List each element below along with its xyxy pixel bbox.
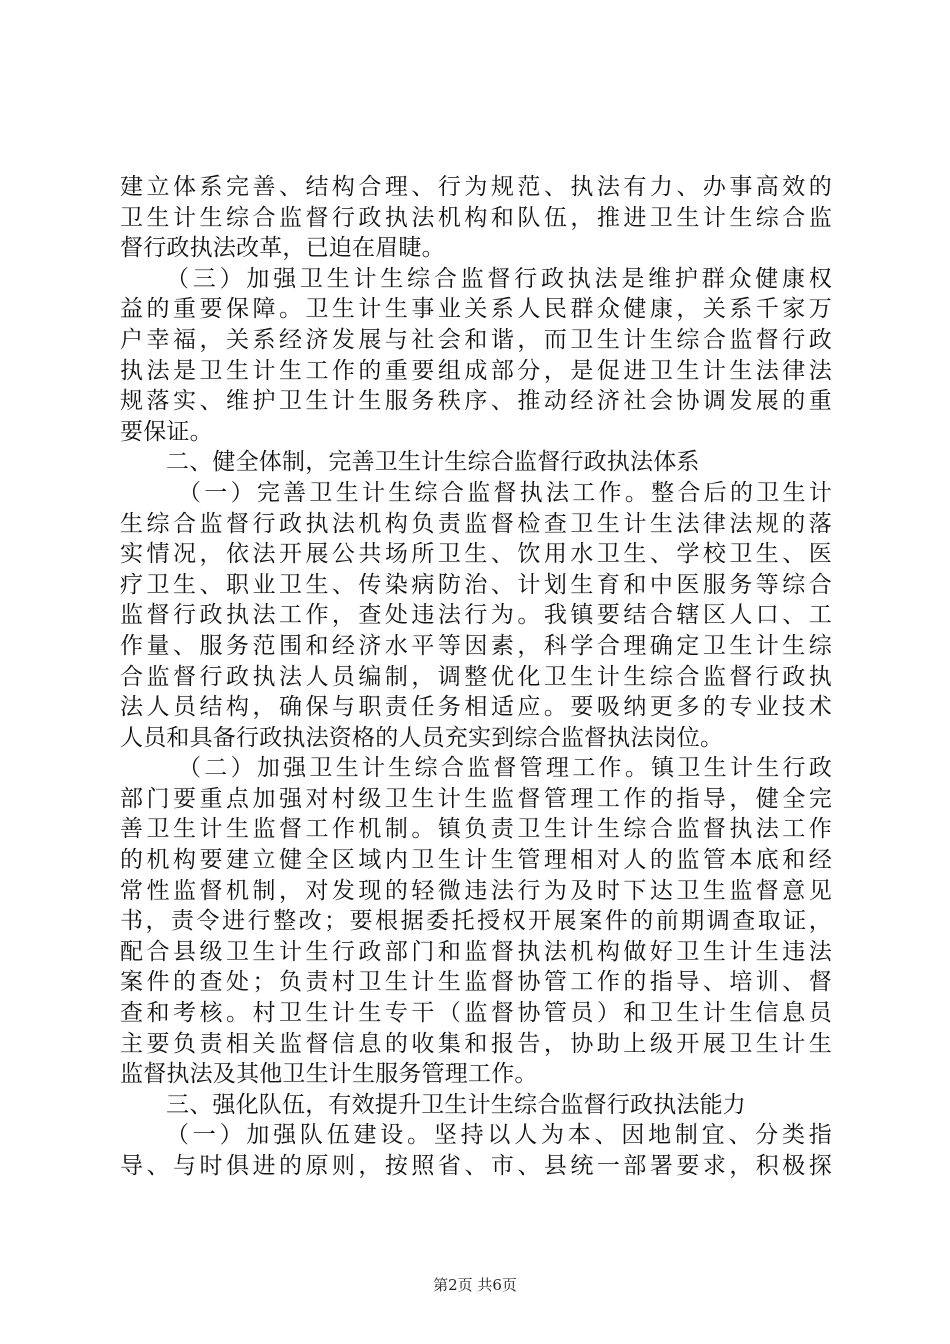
text-line: 合监督行政执法人员编制，调整优化卫生计生综合监督行政执 — [120, 663, 832, 690]
text-line: 人员和具备行政执法资格的人员充实到综合监督执法岗位。 — [120, 724, 724, 751]
text-line: （一）加强队伍建设。坚持以人为本、因地制宜、分类指 — [166, 1122, 832, 1149]
text-line: 案件的查处；负责村卫生计生监督协管工作的指导、培训、督 — [120, 969, 832, 996]
text-line: 实情况，依法开展公共场所卫生、饮用水卫生、学校卫生、医 — [120, 541, 832, 568]
text-line: 常性监督机制，对发现的轻微违法行为及时下达卫生监督意见 — [120, 877, 832, 904]
page-number-footer: 第2页 共6页 — [433, 1276, 517, 1294]
text-line: 户幸福，关系经济发展与社会和谐，而卫生计生综合监督行政 — [120, 326, 832, 353]
text-line: 要保证。 — [120, 418, 213, 445]
text-line: 书，责令进行整改；要根据委托授权开展案件的前期调查取证， — [120, 908, 832, 935]
text-line: 监督执法及其他卫生计生服务管理工作。 — [120, 1061, 538, 1088]
section-heading: 二、健全体制，完善卫生计生综合监督行政执法体系 — [166, 449, 700, 476]
text-line: 查和考核。村卫生计生专干（监督协管员）和卫生计生信息员 — [120, 1000, 832, 1027]
text-line: 监督行政执法工作，查处违法行为。我镇要结合辖区人口、工 — [120, 602, 832, 629]
text-line: 善卫生计生监督工作机制。镇负责卫生计生综合监督执法工作 — [120, 816, 832, 843]
text-line: 督行政执法改革，已迫在眉睫。 — [120, 235, 445, 262]
text-line: 益的重要保障。卫生计生事业关系人民群众健康，关系千家万 — [120, 296, 832, 323]
text-line: 配合县级卫生计生行政部门和监督执法机构做好卫生计生违法 — [120, 938, 832, 965]
section-heading: 三、强化队伍，有效提升卫生计生综合监督行政执法能力 — [166, 1091, 746, 1118]
text-line: 执法是卫生计生工作的重要组成部分，是促进卫生计生法律法 — [120, 357, 832, 384]
body-text — [120, 172, 832, 1182]
text-line: 规落实、维护卫生计生服务秩序、推动经济社会协调发展的重 — [120, 388, 832, 415]
text-line: 法人员结构，确保与职责任务相适应。要吸纳更多的专业技术 — [120, 694, 832, 721]
text-line: 生综合监督行政执法机构负责监督检查卫生计生法律法规的落 — [120, 510, 832, 537]
text-line: 的机构要建立健全区域内卫生计生管理相对人的监管本底和经 — [120, 847, 832, 874]
text-line: 导、与时俱进的原则，按照省、市、县统一部署要求，积极探 — [120, 1153, 832, 1179]
text-line: 部门要重点加强对村级卫生计生监督管理工作的指导，健全完 — [120, 785, 832, 812]
text-line: （一）完善卫生计生综合监督执法工作。整合后的卫生计 — [178, 479, 832, 506]
text-line: 建立体系完善、结构合理、行为规范、执法有力、办事高效的 — [120, 174, 832, 200]
text-line: 疗卫生、职业卫生、传染病防治、计划生育和中医服务等综合 — [120, 571, 832, 598]
text-line: （三）加强卫生计生综合监督行政执法是维护群众健康权 — [166, 265, 832, 292]
text-line: 卫生计生综合监督行政执法机构和队伍，推进卫生计生综合监 — [120, 204, 832, 231]
text-line: 作量、服务范围和经济水平等因素，科学合理确定卫生计生综 — [120, 632, 832, 659]
text-line: 主要负责相关监督信息的收集和报告，协助上级开展卫生计生 — [120, 1030, 832, 1057]
text-line: （二）加强卫生计生综合监督管理工作。镇卫生计生行政 — [178, 755, 832, 782]
